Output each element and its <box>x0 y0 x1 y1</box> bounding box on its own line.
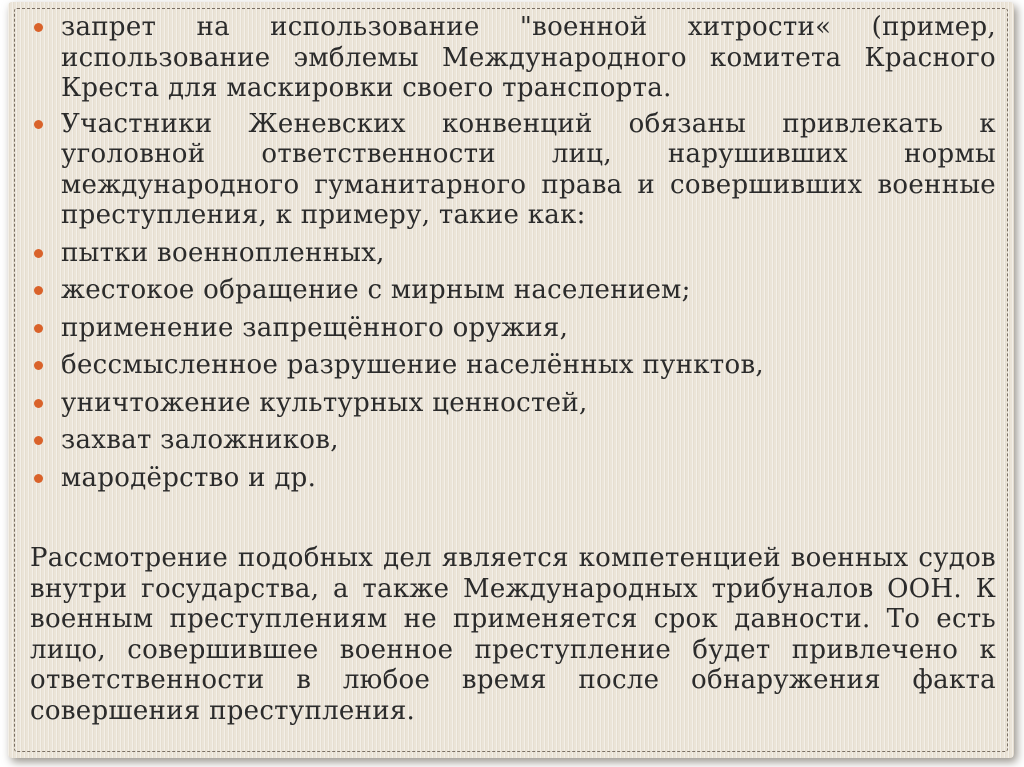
bullet-dot-icon <box>34 399 43 408</box>
bullet-dot-icon <box>34 361 43 370</box>
bullet-dot-icon <box>34 286 43 295</box>
bullet-list <box>30 12 996 493</box>
bullet-dot-icon <box>34 474 43 483</box>
bullet-item <box>30 388 996 419</box>
bullet-text: мародёрство и др. <box>61 462 317 493</box>
bullet-item <box>30 425 996 456</box>
bullet-text: уничтожение культурных ценностей, <box>61 387 588 418</box>
bullet-dot-icon <box>34 120 43 129</box>
bullet-dot-icon <box>34 436 43 445</box>
bullet-text: запрет на использование "военной хитрости« (пример, использование эмблемы Международного комитета Красного Креста для маскировки своего транспорта. <box>61 12 996 103</box>
slide-content <box>30 12 996 726</box>
bullet-item <box>30 350 996 381</box>
bullet-item <box>30 463 996 494</box>
bullet-text: применение запрещённого оружия, <box>61 312 569 343</box>
bullet-item <box>30 109 996 231</box>
bullet-text: захват заложников, <box>61 425 339 455</box>
bullet-text: бессмысленное разрушение населённых пунктов, <box>61 350 764 380</box>
bullet-text: Участники Женевских конвенций обязаны привлекать к уголовной ответственности лиц, нарушивших нормы международного гуманитарного права и совершивших военные преступления, к примеру, такие как: <box>61 108 996 230</box>
bullet-text: жестокое обращение с мирным населением; <box>61 275 691 305</box>
bullet-item <box>30 12 996 104</box>
bullet-item <box>30 275 996 306</box>
closing-paragraph: Рассмотрение подобных дел является компетенцией военных судов внутри государства, а также Международных трибуналов ООН. К военным преступлениям не применяется срок давности. То есть лицо, совершившее военное преступление будет привлечено к ответственности в любое время после обнаружения факта совершения преступления. <box>30 543 996 726</box>
bullet-dot-icon <box>34 23 43 32</box>
bullet-item <box>30 313 996 344</box>
bullet-dot-icon <box>34 249 43 258</box>
bullet-dot-icon <box>34 324 43 333</box>
bullet-text: пытки военнопленных, <box>61 237 385 268</box>
bullet-item <box>30 238 996 269</box>
slide <box>8 2 1014 758</box>
